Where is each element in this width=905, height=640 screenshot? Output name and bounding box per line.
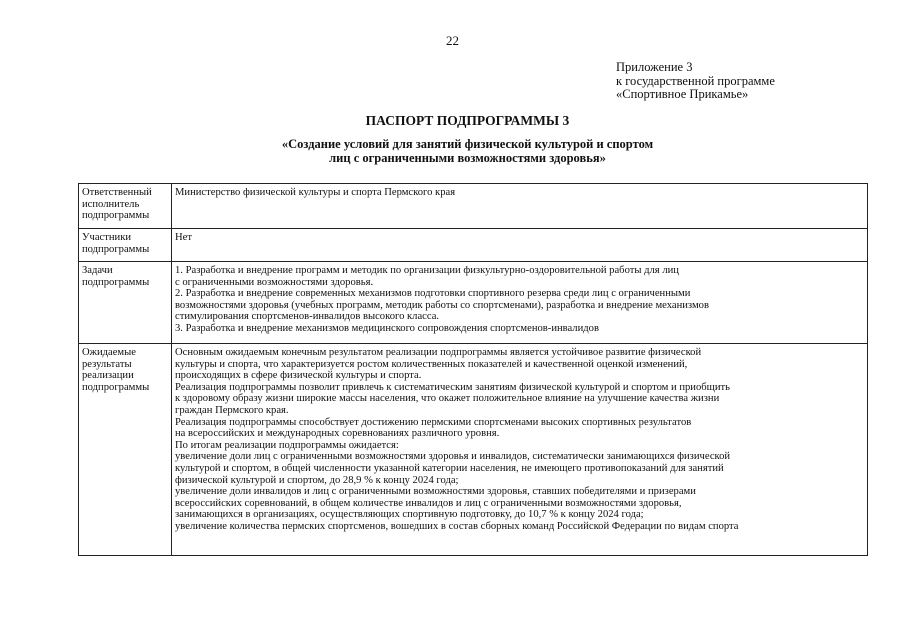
row-content bbox=[172, 184, 868, 229]
table-row bbox=[79, 262, 868, 344]
row-content bbox=[172, 262, 868, 344]
content-line: происходящих в сфере физической культуры и спорта. bbox=[175, 370, 422, 382]
content-line: культуры и спорта, что характеризуется ростом количественных показателей и качественной оценкой изменений, bbox=[175, 358, 688, 370]
annex-line: «Спортивное Прикамье» bbox=[616, 87, 749, 101]
label-line: подпрограммы bbox=[82, 243, 150, 255]
annex-line: к государственной программе bbox=[616, 73, 775, 88]
table-row bbox=[79, 229, 868, 262]
content-line: Основным ожидаемым конечным результатом реализации подпрограммы является устойчивое развитие физической bbox=[175, 347, 702, 358]
content-line: возможностями здоровья (учебных программ, методик работы со спортсменами), разработка и внедрение механизмов bbox=[175, 299, 709, 311]
label-line: реализации bbox=[82, 370, 134, 382]
content-line: увеличение количества пермских спортсменов, вошедших в состав сборных команд Российской Федерации по видам спорта bbox=[175, 520, 739, 532]
label-line: результаты bbox=[82, 358, 132, 370]
content-line: 3. Разработка и внедрение механизмов медицинского сопровождения спортсменов-инвалидов bbox=[175, 322, 599, 334]
row-content bbox=[172, 229, 868, 262]
document-title: ПАСПОРТ ПОДПРОГРАММЫ 3 bbox=[365, 113, 570, 128]
content-line: занимающихся в организациях, осуществляющих спортивную подготовку, до 10,7 % к концу 2024 года; bbox=[175, 509, 644, 521]
label-line: исполнитель bbox=[82, 198, 140, 210]
content-line: По итогам реализации подпрограммы ожидается: bbox=[175, 439, 399, 451]
content-line: 2. Разработка и внедрение современных механизмов подготовки спортивного резерва среди лиц с ограниченными bbox=[175, 288, 691, 300]
label-line: Задачи bbox=[82, 265, 113, 276]
content-line: культурой и спортом, в общей численности указанной категории населения, не имеющего противопоказаний для занятий bbox=[175, 462, 724, 474]
page-number: 22 bbox=[446, 33, 459, 48]
content-line: 1. Разработка и внедрение программ и методик по организации физкультурно-оздоровительной работы для лиц bbox=[175, 265, 679, 276]
content-line: Нет bbox=[175, 232, 192, 243]
row-label bbox=[79, 229, 172, 262]
row-label bbox=[79, 184, 172, 229]
content-line: на всероссийских и международных соревнованиях различного уровня. bbox=[175, 428, 500, 440]
content-line: Министерство физической культуры и спорта Пермского края bbox=[175, 187, 456, 198]
subtitle-line: «Создание условий для занятий физической культурой и спортом bbox=[281, 137, 654, 151]
content-line: стимулирования спортсменов-инвалидов высокого класса. bbox=[175, 311, 440, 323]
label-line: подпрограммы bbox=[82, 210, 150, 222]
label-line: Участники bbox=[82, 232, 132, 243]
row-content bbox=[172, 344, 868, 556]
document-subtitle bbox=[0, 138, 905, 165]
annex-line: Приложение 3 bbox=[616, 60, 693, 74]
row-label bbox=[79, 344, 172, 556]
label-line: подпрограммы bbox=[82, 276, 150, 288]
content-line: Реализация подпрограммы позволит привлечь к систематическим занятиям физической культурой и спортом и приобщить bbox=[175, 381, 730, 393]
label-line: подпрограммы bbox=[82, 381, 150, 393]
content-line: увеличение доли инвалидов и лиц с ограниченными возможностями здоровья, ставших победителями и призерами bbox=[175, 486, 696, 498]
row-label bbox=[79, 262, 172, 344]
content-line: всероссийских соревнований, в общем количестве инвалидов и лиц с ограниченными возможностями здоровья, bbox=[175, 497, 682, 509]
annex-block bbox=[616, 61, 775, 102]
label-line: Ожидаемые bbox=[82, 347, 136, 358]
passport-table bbox=[78, 183, 868, 556]
subtitle-line: лиц с ограниченными возможностями здоровья» bbox=[329, 150, 606, 165]
table-row bbox=[79, 184, 868, 229]
content-line: к здоровому образу жизни широкие массы населения, что окажет положительное влияние на улучшение качества жизни bbox=[175, 393, 720, 405]
content-line: граждан Пермского края. bbox=[175, 404, 289, 416]
content-line: Реализация подпрограммы способствует достижению пермскими спортсменами высоких спортивных результатов bbox=[175, 416, 692, 428]
table-row bbox=[79, 344, 868, 556]
content-line: увеличение доли лиц с ограниченными возможностями здоровья и инвалидов, систематически занимающихся физической bbox=[175, 451, 731, 463]
content-line: с ограниченными возможностями здоровья. bbox=[175, 276, 374, 288]
content-line: физической культурой и спортом, до 28,9 % к концу 2024 года; bbox=[175, 474, 459, 486]
label-line: Ответственный bbox=[82, 187, 152, 198]
